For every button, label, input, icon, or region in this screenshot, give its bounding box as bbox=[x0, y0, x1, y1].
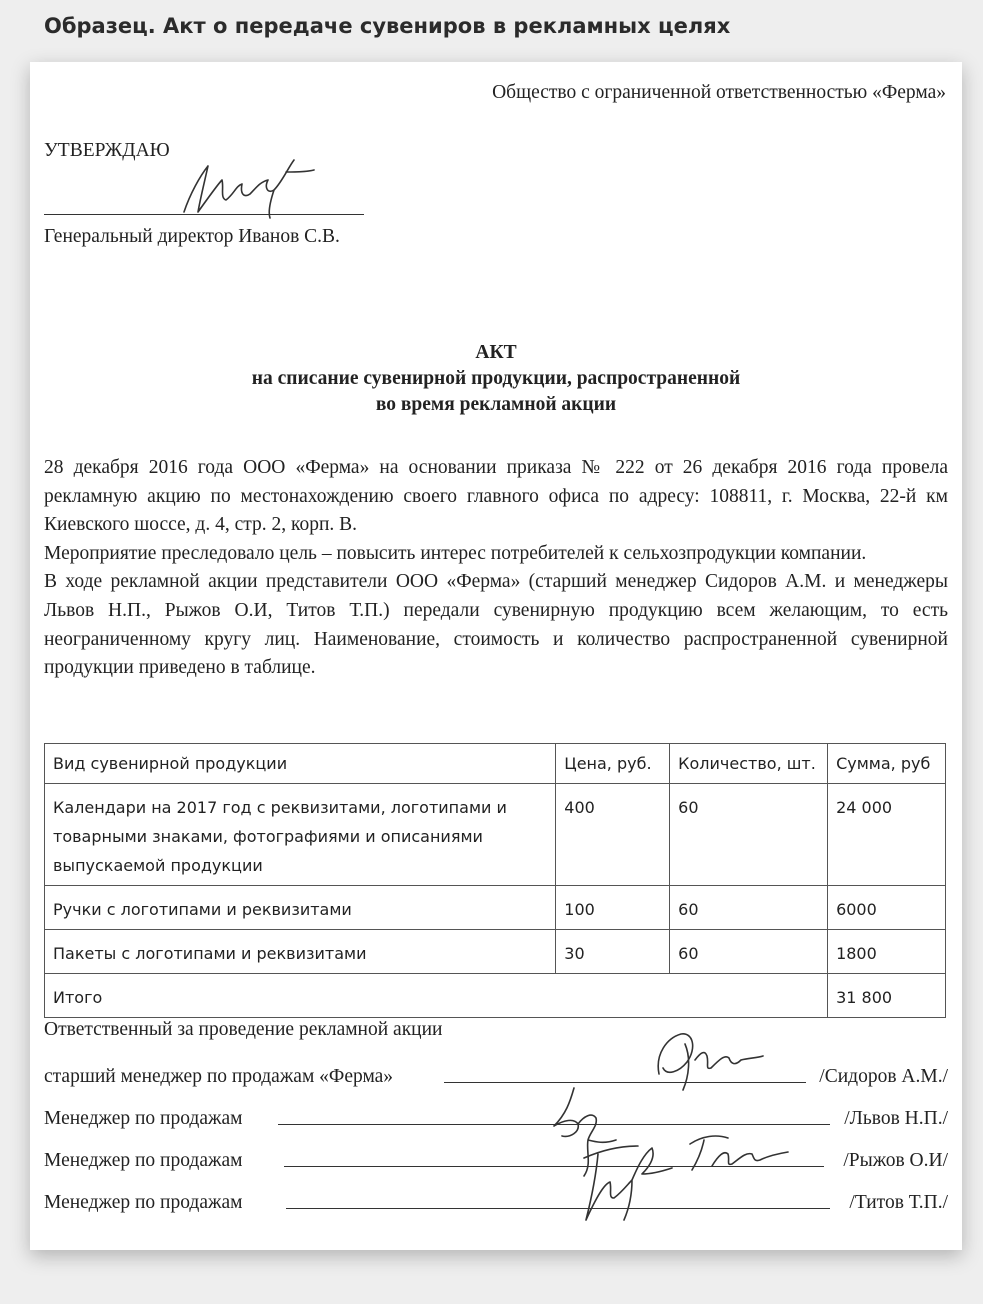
page-heading: Образец. Акт о передаче сувениров в рекламных целях bbox=[44, 14, 731, 38]
titov-signature bbox=[578, 1136, 678, 1226]
header-product-type: Вид сувенирной продукции bbox=[45, 744, 556, 784]
cell-sum: 6000 bbox=[828, 886, 946, 930]
cell-product: Ручки с логотипами и реквизитами bbox=[45, 886, 556, 930]
cell-quantity: 60 bbox=[670, 930, 828, 974]
signature-line-sidorov bbox=[44, 1060, 948, 1088]
header-quantity: Количество, шт. bbox=[670, 744, 828, 784]
signer-role: Менеджер по продажам bbox=[44, 1192, 243, 1213]
total-value: 31 800 bbox=[828, 974, 946, 1018]
table-row bbox=[45, 886, 946, 930]
signer-role: старший менеджер по продажам «Ферма» bbox=[44, 1066, 394, 1087]
table-header-row bbox=[45, 744, 946, 784]
document-sheet bbox=[30, 62, 962, 1250]
souvenir-table bbox=[44, 743, 946, 1018]
approval-label: УТВЕРЖДАЮ bbox=[44, 140, 170, 161]
director-name: Генеральный директор Иванов С.В. bbox=[44, 226, 340, 247]
organization-name: Общество с ограниченной ответственностью «Ферма» bbox=[492, 82, 946, 103]
cell-quantity: 60 bbox=[670, 886, 828, 930]
signer-name: /Сидоров А.М./ bbox=[819, 1066, 948, 1087]
cell-quantity: 60 bbox=[670, 784, 828, 886]
signer-name: /Титов Т.П./ bbox=[849, 1192, 948, 1213]
responsible-label: Ответственный за проведение рекламной акции bbox=[44, 1019, 443, 1040]
title-line-3: во время рекламной акции bbox=[375, 394, 617, 415]
signature-line-titov bbox=[44, 1186, 948, 1214]
cell-sum: 24 000 bbox=[828, 784, 946, 886]
cell-sum: 1800 bbox=[828, 930, 946, 974]
cell-product: Пакеты с логотипами и реквизитами bbox=[45, 930, 556, 974]
paragraph-details: В ходе рекламной акции представители ООО «Ферма» (старший менеджер Сидоров А.М. и менеджеры Львов Н.П., Рыжов О.И, Титов Т.П.) передали сувенирную продукцию всем желающим, то есть неограниченному кругу лиц. Наименование, стоимость и количество распространенной сувенирной продукции приведено в таблице. bbox=[44, 571, 948, 679]
table-row bbox=[45, 784, 946, 886]
paragraph-event: 28 декабря 2016 года ООО «Ферма» на основании приказа № 222 от 26 декабря 2016 года провела рекламную акцию по местонахождению своего главного офиса по адресу: 108811, г. Москва, 22-й км Киевского шоссе, д. 4, стр. 2, корп. В. bbox=[44, 457, 948, 536]
signature-line-lvov bbox=[44, 1102, 948, 1130]
signature-rule bbox=[286, 1208, 830, 1209]
cell-price: 30 bbox=[556, 930, 670, 974]
approval-signature-line bbox=[44, 214, 364, 215]
title-line-1: АКТ bbox=[475, 342, 517, 363]
title-line-2: на списание сувенирной продукции, распространенной bbox=[251, 368, 741, 389]
signer-name: /Львов Н.П./ bbox=[844, 1108, 948, 1129]
header-price: Цена, руб. bbox=[556, 744, 670, 784]
table-row bbox=[45, 930, 946, 974]
table-total-row bbox=[45, 974, 946, 1018]
director-signature bbox=[178, 154, 318, 220]
cell-product: Календари на 2017 год с реквизитами, логотипами и товарными знаками, фотографиями и описаниями выпускаемой продукции bbox=[45, 784, 556, 886]
act-body bbox=[44, 454, 948, 683]
signature-line-ryzhov bbox=[44, 1144, 948, 1172]
signer-name: /Рыжов О.И/ bbox=[843, 1150, 948, 1171]
total-label: Итого bbox=[45, 974, 828, 1018]
cell-price: 400 bbox=[556, 784, 670, 886]
act-title bbox=[30, 340, 962, 418]
header-sum: Сумма, руб bbox=[828, 744, 946, 784]
sidorov-signature bbox=[645, 1024, 765, 1094]
signer-role: Менеджер по продажам bbox=[44, 1150, 243, 1171]
ryzhov-signature bbox=[682, 1126, 792, 1176]
paragraph-goal: Мероприятие преследовало цель – повысить интерес потребителей к сельхозпродукции компании. bbox=[44, 542, 867, 564]
signer-role: Менеджер по продажам bbox=[44, 1108, 243, 1129]
cell-price: 100 bbox=[556, 886, 670, 930]
